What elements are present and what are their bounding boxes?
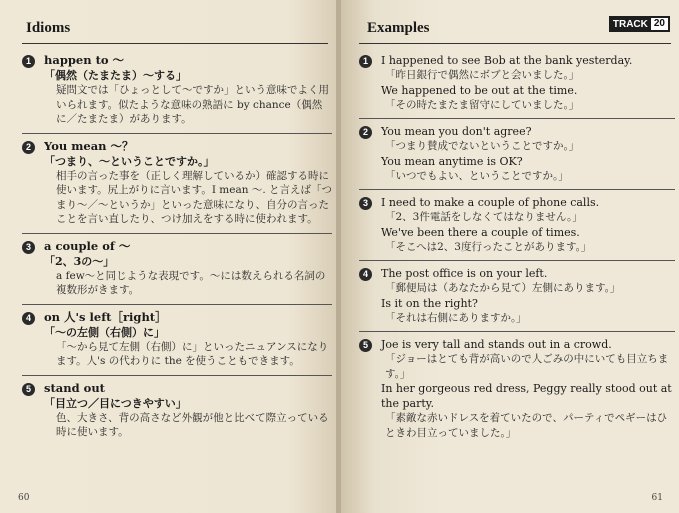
idiom-gloss: 「偶然（たまたま）〜する」 bbox=[44, 69, 187, 82]
entry-number: 5 bbox=[22, 383, 35, 396]
entry-number: 1 bbox=[359, 55, 372, 68]
example-list bbox=[359, 48, 675, 446]
right-page bbox=[341, 0, 679, 513]
entry-number: 2 bbox=[359, 126, 372, 139]
example-english: We happened to be out at the time. bbox=[381, 83, 578, 97]
example-english: Joe is very tall and stands out in a crowd. bbox=[381, 338, 612, 351]
example-entry-2 bbox=[359, 119, 675, 190]
idiom-gloss: 「つまり、〜ということですか。」 bbox=[44, 154, 215, 168]
idiom-gloss: 「目立つ／目につきやすい」 bbox=[44, 396, 187, 410]
track-badge bbox=[609, 16, 670, 32]
idioms-title: Idioms bbox=[26, 20, 71, 36]
example-english: In her gorgeous red dress, Peggy really stood out at the party. bbox=[381, 382, 672, 410]
idiom-explanation: 色、大きさ、背の高さなど外観が他と比べて際立っている時に使います。 bbox=[56, 411, 329, 438]
idiom-entry-2 bbox=[22, 134, 332, 234]
idiom-phrase: a couple of 〜 bbox=[44, 238, 131, 253]
idiom-explanation: 疑問文では「ひょっとして〜ですか」という意味でよく用いられます。似たような意味の熟語に by chance（偶然に／たまたま）があります。 bbox=[56, 84, 329, 125]
example-entry-5 bbox=[359, 332, 675, 446]
example-japanese: 「ジョーはとても背が高いので人ごみの中にいても目立ちます。」 bbox=[385, 353, 669, 380]
example-japanese: 「それは右側にありますか。」 bbox=[385, 311, 527, 324]
idiom-phrase: You mean 〜？ bbox=[44, 138, 134, 153]
example-japanese: 「いつでもよい、ということですか。」 bbox=[385, 169, 569, 182]
example-japanese: 「そこへは2、3度行ったことがあります。」 bbox=[385, 240, 592, 253]
example-japanese: 「つまり賛成でないということですか。」 bbox=[385, 140, 580, 152]
idiom-explanation: 相手の言った事を（正しく理解しているか）確認する時に使います。尻上がりに言います。I mean 〜. と言えば「つまり〜／〜というか」といった意味になり、自分の言ったことを言い直したり、つけ加えをする時に使われます。 bbox=[56, 169, 333, 225]
example-japanese: 「2、3件電話をしなくてはなりません。」 bbox=[385, 211, 583, 223]
example-english: The post office is on your left. bbox=[381, 267, 548, 280]
entry-number: 3 bbox=[359, 197, 372, 210]
entry-number: 3 bbox=[22, 241, 35, 254]
example-entry-1 bbox=[359, 48, 675, 119]
entry-number: 4 bbox=[22, 312, 35, 325]
idiom-list bbox=[22, 48, 332, 446]
example-english: You mean anytime is OK? bbox=[381, 154, 523, 168]
idiom-explanation: 「〜から見て左側（右側）に」といったニュアンスになります。人's の代わりに the を使うこともできます。 bbox=[56, 340, 329, 367]
left-page bbox=[0, 0, 338, 513]
page-number-left: 60 bbox=[18, 493, 30, 503]
title-rule bbox=[22, 43, 328, 44]
track-number: 20 bbox=[651, 18, 668, 30]
entry-number: 1 bbox=[22, 55, 35, 68]
entry-number: 5 bbox=[359, 339, 372, 352]
idiom-entry-4 bbox=[22, 305, 332, 376]
idiom-explanation: a few〜と同じような表現です。〜には数えられる名詞の複数形がきます。 bbox=[56, 269, 326, 296]
example-english: We've been there a couple of times. bbox=[381, 225, 580, 239]
examples-title: Examples bbox=[367, 20, 430, 36]
idiom-entry-3 bbox=[22, 234, 332, 305]
example-japanese: 「素敵な赤いドレスを着ていたので、パーティでペギーはひときわ目立っていました。」 bbox=[385, 412, 668, 439]
idiom-gloss: 「2、3の〜」 bbox=[44, 254, 115, 268]
entry-number: 4 bbox=[359, 268, 372, 281]
idiom-phrase: stand out bbox=[44, 380, 105, 395]
idiom-gloss: 「〜の左側（右側）に」 bbox=[44, 325, 165, 339]
idiom-entry-1 bbox=[22, 48, 332, 134]
example-english: You mean you don't agree? bbox=[381, 125, 532, 138]
example-english: I happened to see Bob at the bank yesterday. bbox=[381, 54, 633, 67]
idiom-phrase: on 人's left［right］ bbox=[44, 309, 167, 324]
title-rule bbox=[359, 43, 671, 44]
track-label: TRACK bbox=[612, 18, 648, 30]
idiom-phrase: happen to 〜 bbox=[44, 53, 125, 67]
example-japanese: 「その時たまたま留守にしていました。」 bbox=[385, 98, 580, 111]
example-entry-3 bbox=[359, 190, 675, 261]
entry-number: 2 bbox=[22, 141, 35, 154]
page-number-right: 61 bbox=[651, 493, 663, 503]
example-entry-4 bbox=[359, 261, 675, 332]
example-english: Is it on the right? bbox=[381, 296, 478, 310]
example-japanese: 「郵便局は（あなたから見て）左側にあります。」 bbox=[385, 282, 621, 294]
example-japanese: 「昨日銀行で偶然にボブと会いました。」 bbox=[385, 69, 580, 81]
example-english: I need to make a couple of phone calls. bbox=[381, 196, 600, 209]
idiom-entry-5 bbox=[22, 376, 332, 446]
